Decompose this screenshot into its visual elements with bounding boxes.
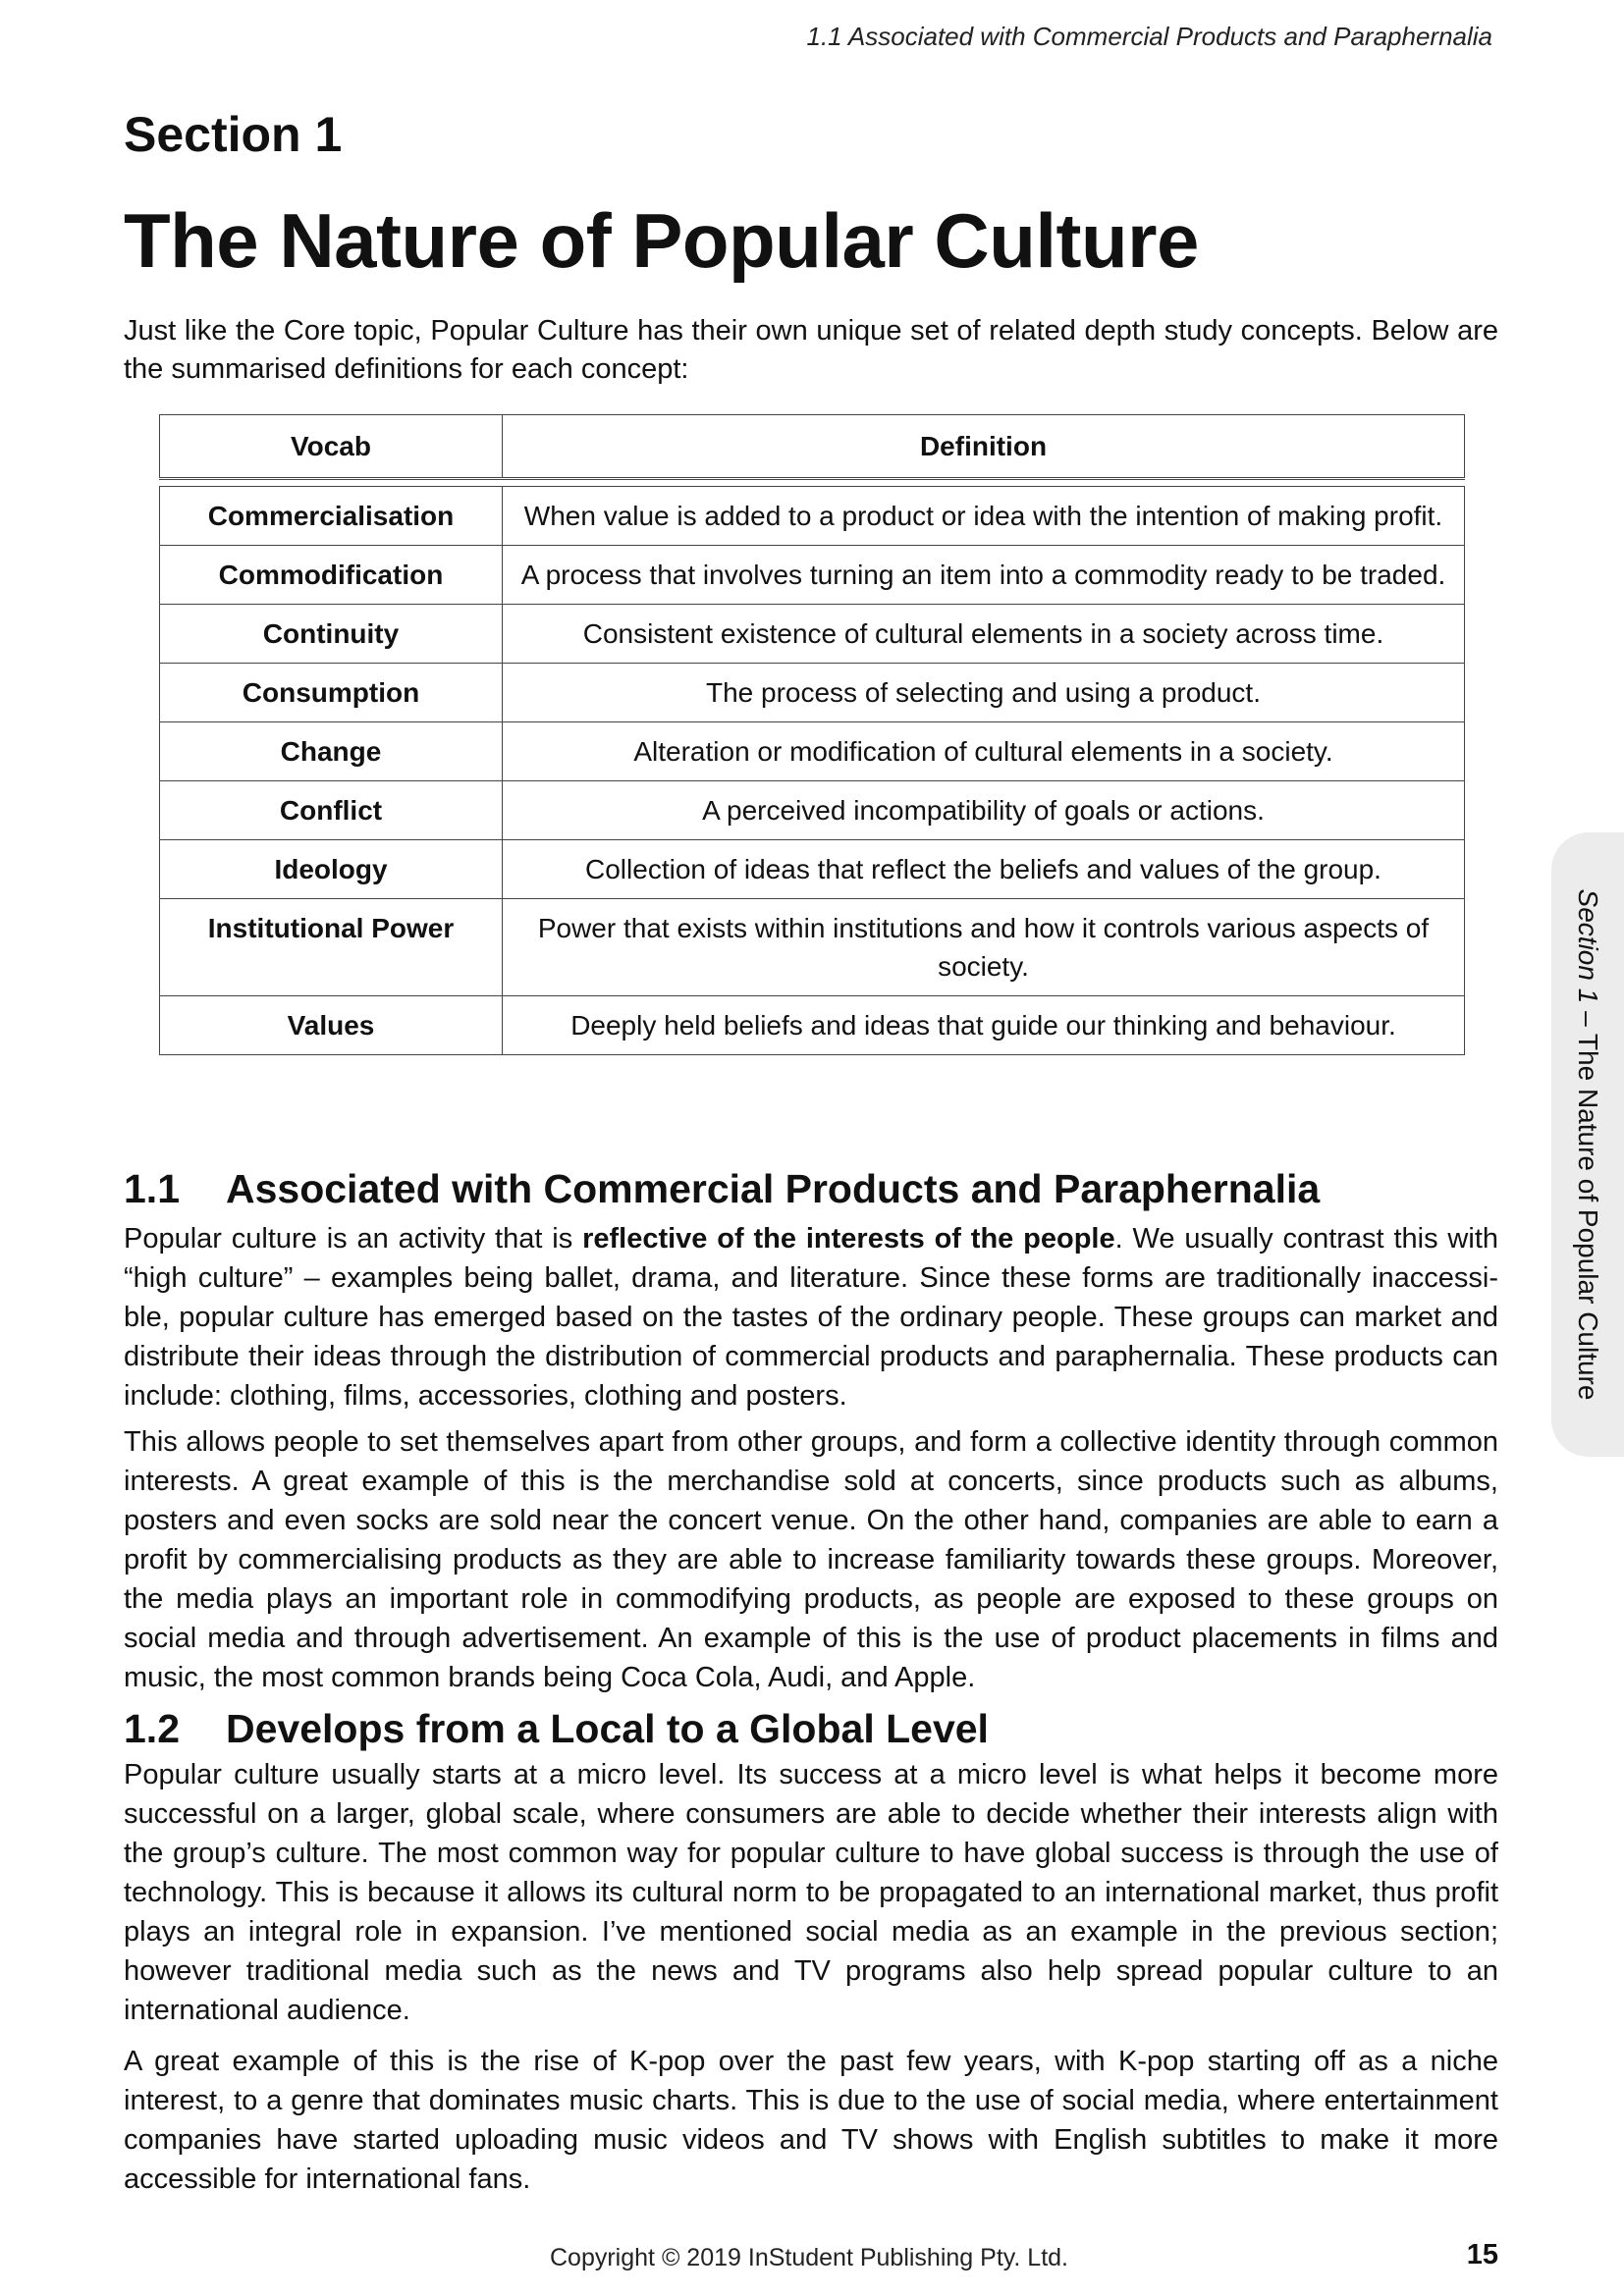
- side-tab-separator: –: [1573, 1003, 1603, 1034]
- vocab-definition: Consistent existence of cultural elements in a society across time.: [503, 605, 1465, 664]
- table-row: [160, 840, 1465, 899]
- vocab-term: Commodification: [160, 546, 503, 605]
- section-heading-text: Associated with Commercial Products and Paraphernalia: [226, 1166, 1321, 1211]
- vocab-definition: Deeply held beliefs and ideas that guide our thinking and behaviour.: [503, 996, 1465, 1055]
- section-1-1-paragraph-2: This allows people to set themselves apart from other groups, and form a collective identity through common interests. A great example of this is the merchandise sold at concerts, since products such as albums, posters and even socks are sold near the concert venue. On the other hand, companies are able to earn a profit by commercialising products as they are able to increase familiarity towards these groups. Moreover, the media plays an important role in commodifying products, as people are exposed to these groups on social media and through advertisement. An example of this is the use of product placements in films and music, the most common brands being Coca Cola, Audi, and Apple.: [124, 1426, 1498, 1693]
- vocab-term: Ideology: [160, 840, 503, 899]
- section-number: 1.1: [124, 1166, 180, 1211]
- vocab-definition: Alteration or modification of cultural elements in a society.: [503, 722, 1465, 781]
- section-1-1-paragraph-1: [124, 1219, 1498, 1415]
- side-tab-section: Section 1: [1573, 888, 1603, 1004]
- definition-column-header: Definition: [503, 415, 1465, 479]
- vocab-definition: When value is added to a product or idea with the intention of making profit.: [503, 487, 1465, 546]
- vocab-term: Continuity: [160, 605, 503, 664]
- vocab-term: Consumption: [160, 664, 503, 722]
- vocab-table: [159, 414, 1465, 1055]
- side-tab-label: [1572, 889, 1603, 1401]
- vocab-term: Conflict: [160, 781, 503, 840]
- side-tab-title: The Nature of Popular Culture: [1573, 1033, 1603, 1401]
- vocab-definition: The process of selecting and using a product.: [503, 664, 1465, 722]
- running-header: 1.1 Associated with Commercial Products and Paraphernalia: [806, 22, 1492, 51]
- vocab-definition: A perceived incompatibility of goals or actions.: [503, 781, 1465, 840]
- table-row: [160, 996, 1465, 1055]
- vocab-term: Commercialisation: [160, 487, 503, 546]
- vocab-term: Institutional Power: [160, 899, 503, 996]
- paragraph-text: . We usually contrast this with “high culture” – examples being ballet, drama, and literature. Since these forms are traditionally inaccessi-ble, popular culture has emerged based on the tastes of the ordinary people. These groups can market and distribute their ideas through the distribution of commercial products and paraphernalia. These products can include: clothing, films, accessories, clothing and posters.: [124, 1223, 1499, 1412]
- table-header-gap: [160, 479, 1465, 487]
- table-row: [160, 899, 1465, 996]
- section-1-1-heading: [124, 1166, 1320, 1212]
- vocab-definition: A process that involves turning an item into a commodity ready to be traded.: [503, 546, 1465, 605]
- section-1-2-heading: [124, 1706, 989, 1752]
- emphasis-text: reflective of the interests of the people: [582, 1223, 1115, 1255]
- section-number: 1.2: [124, 1706, 180, 1751]
- vocab-term: Change: [160, 722, 503, 781]
- table-row: [160, 605, 1465, 664]
- section-heading-text: Develops from a Local to a Global Level: [226, 1706, 989, 1751]
- table-row: [160, 546, 1465, 605]
- section-1-2-paragraph-2: A great example of this is the rise of K-pop over the past few years, with K-pop starting off as a niche interest, to a genre that dominates music charts. This is due to the use of social media, where entertainment companies have started uploading music videos and TV shows with English subtitles to make it more accessible for international fans.: [124, 2046, 1498, 2195]
- section-side-tab: [1551, 832, 1624, 1457]
- table-row: [160, 664, 1465, 722]
- intro-paragraph: Just like the Core topic, Popular Culture has their own unique set of related depth study concepts. Below are the summarised definitions for each concept:: [124, 315, 1498, 385]
- copyright-notice: Copyright © 2019 InStudent Publishing Pty. Ltd.: [550, 2244, 1069, 2271]
- paragraph-text: Popular culture is an activity that is: [124, 1223, 583, 1255]
- vocab-definition: Power that exists within institutions and how it controls various aspects of society.: [503, 899, 1465, 996]
- page-title: The Nature of Popular Culture: [124, 197, 1199, 284]
- section-label: Section 1: [124, 107, 343, 162]
- vocab-column-header: Vocab: [160, 415, 503, 479]
- table-row: [160, 487, 1465, 546]
- table-row: [160, 781, 1465, 840]
- vocab-table-header-row: [160, 415, 1465, 479]
- section-1-2-paragraph-1: Popular culture usually starts at a micro level. Its success at a micro level is what helps it become more successful on a larger, global scale, where consumers are able to decide whether their interests align with the group’s culture. The most common way for popular culture to have global success is through the use of technology. This is because it allows its cultural norm to be propagated to an international market, thus profit plays an integral role in expansion. I’ve mentioned social media as an example in the previous section; however traditional media such as the news and TV programs also help spread popular culture to an international audience.: [124, 1759, 1498, 2026]
- table-row: [160, 722, 1465, 781]
- vocab-term: Values: [160, 996, 503, 1055]
- page-number: 15: [1466, 2239, 1498, 2270]
- vocab-definition: Collection of ideas that reflect the beliefs and values of the group.: [503, 840, 1465, 899]
